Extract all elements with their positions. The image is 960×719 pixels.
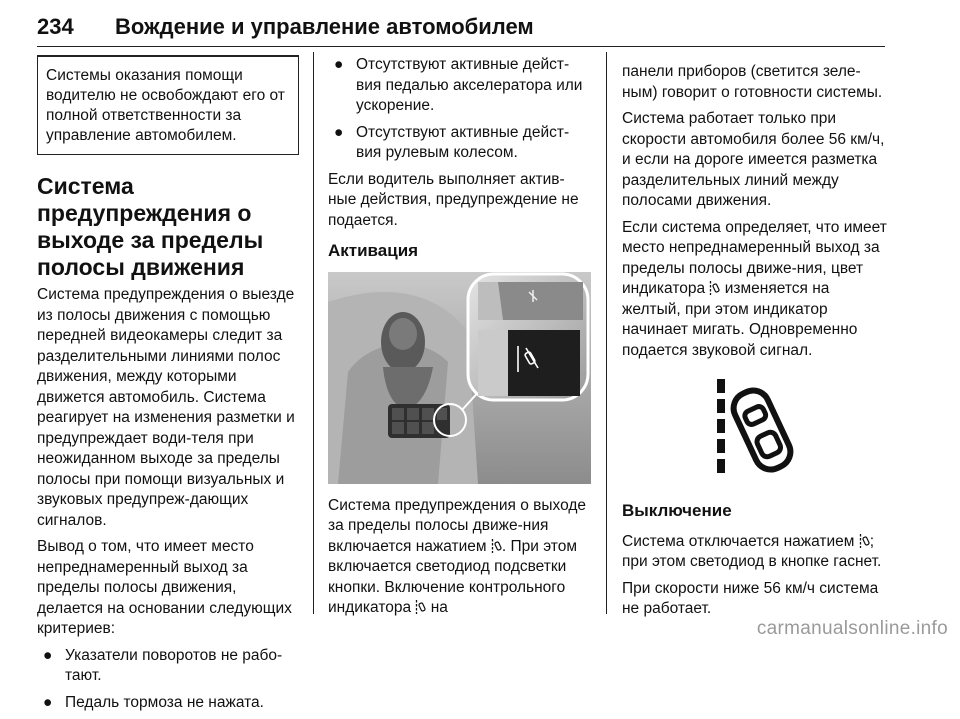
low-speed-paragraph: При скорости ниже 56 км/ч система не работает. [622,579,879,617]
section-title: Система предупреждения о выходе за пределы полосы движения [37,173,264,280]
column-divider [606,52,607,614]
notice-box: Системы оказания помощи водителю не освобождают его от полной ответственности за управление автомобилем. [37,55,299,155]
column-divider [313,52,314,614]
lane-departure-diagram [622,375,888,481]
criteria-list [37,646,299,714]
lane-departure-icon [859,534,870,548]
list-item: ● Указатели поворотов не рабо-тают. [43,646,283,684]
deactivation-heading: Выключение [622,501,732,520]
lane-departure-icon [415,600,426,614]
lane-departure-icon [491,539,502,553]
column-right [622,62,888,626]
chapter-title: Вождение и управление автомобилем [115,14,534,39]
intro-paragraph: Система предупреждения о выезде из полосы движения с помощью передней видеокамеры следит за разделительными линиями полос движения, между которыми движется автомобиль. Система реагирует на изменения разметки и предупреждает води-теля при неожиданном выходе за пределы полосы при помощи визуальных и звуковых предупреж-дающих сигналов. [37,286,295,529]
activation-paragraph: Система предупреждения о выходе за пределы полосы движе-ния включается нажатием . При этом включается светодиод подсветки кнопки. Включение контрольного индикатора на [328,496,587,616]
activation-heading: Активация [328,241,419,260]
console-button-photo [328,272,591,484]
deactivation-paragraph: Система отключается нажатием ; при этом светодиод в кнопке гаснет. [622,532,882,570]
column-middle [328,55,591,625]
watermark: carmanualsonline.info [756,618,948,639]
page-header [37,6,885,47]
list-item: ● Отсутствуют активные дейст-вия рулевым колесом. [334,123,570,161]
criteria-list-continued [328,55,591,164]
speed-paragraph: Система работает только при скорости автомобиля более 56 км/ч, и если на дороге имеется разметка разделительных линий между полосами движения. [622,110,885,209]
page-number: 234 [37,14,74,39]
column-left [37,55,299,719]
warning-paragraph: Если система определяет, что имеет место непреднамеренный выход за пределы полосы движе-ния, цвет индикатора изменяется на желтый, при этом индикатор начинает мигать. Одновременно подается звуковой сигнал. [622,218,887,359]
list-item: ● Педаль тормоза не нажата. [43,693,264,711]
criteria-paragraph: Вывод о том, что имеет место непреднамеренный выход за пределы полосы движения, делается на основании следующих критериев: [37,538,292,637]
lane-departure-icon [709,281,720,295]
active-action-paragraph: Если водитель выполняет актив-ные действия, предупреждение не подается. [328,170,579,229]
ready-paragraph: панели приборов (светится зеле-ным) говорит о готовности системы. [622,63,883,101]
list-item: ● Отсутствуют активные дейст-вия педалью акселератора или ускорение. [334,56,583,114]
